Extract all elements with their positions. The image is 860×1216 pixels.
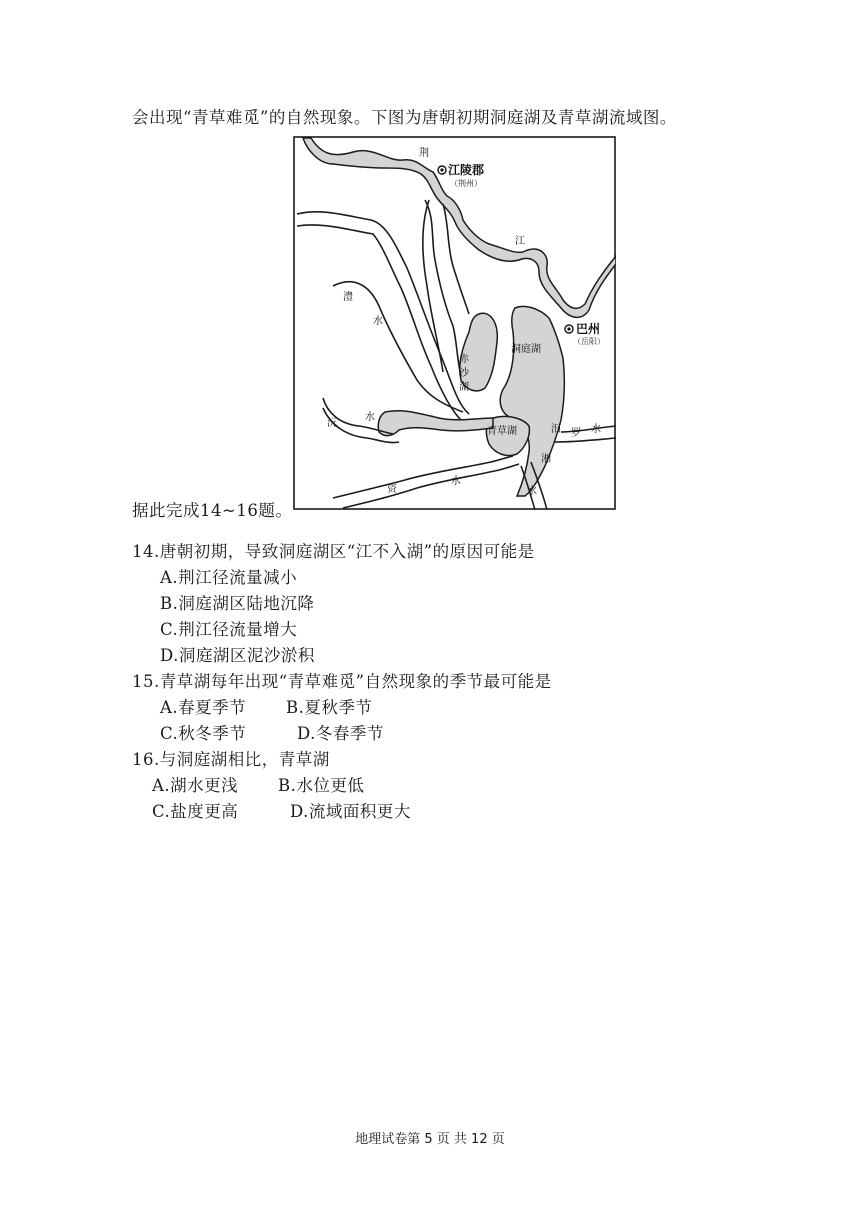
label-xiang-shui: 水 <box>527 486 537 497</box>
label-qingcaohu: 青草湖 <box>487 426 517 437</box>
map-figure <box>293 136 616 510</box>
question-15-option-d: D.冬春季节 <box>297 724 384 743</box>
label-jiangling-sub: （荆州） <box>450 179 482 188</box>
lead-text: 据此完成14~16题。 <box>132 501 293 520</box>
label-miluo-2: 罗 <box>571 428 581 439</box>
label-jiangling: 江陵郡 <box>448 163 485 177</box>
label-dongtinghu: 洞庭湖 <box>511 344 541 355</box>
label-miluo-3: 水 <box>591 424 601 435</box>
label-li-shui: 水 <box>373 316 383 327</box>
question-14-option-d: D.洞庭湖区泥沙淤积 <box>160 646 315 665</box>
question-15-stem: 15.青草湖每年出现“青草难觅”自然现象的季节最可能是 <box>132 672 552 691</box>
question-16-option-d: D.流域面积更大 <box>290 802 411 821</box>
label-chisha-1: 赤 <box>459 354 469 365</box>
label-bazhou: 巴州 <box>576 322 601 336</box>
question-14-option-a: A.荆江径流量减小 <box>160 568 298 587</box>
map-frame <box>294 137 615 509</box>
label-zi: 资 <box>387 484 397 495</box>
question-15-option-a: A.春夏季节 <box>160 698 247 717</box>
label-chisha-2: 沙 <box>459 368 469 379</box>
question-14-stem: 14.唐朝初期，导致洞庭湖区“江不入湖”的原因可能是 <box>132 542 535 561</box>
question-15-option-c: C.秋冬季节 <box>160 724 247 743</box>
question-16-option-a: A.湖水更浅 <box>152 776 239 795</box>
question-15-option-b: B.夏秋季节 <box>286 698 373 717</box>
label-yuan-shui: 水 <box>365 412 375 423</box>
question-16-option-b: B.水位更低 <box>278 776 365 795</box>
label-chisha-3: 湖 <box>459 382 469 393</box>
intro-text: 会出现“青草难觅”的自然现象。下图为唐朝初期洞庭湖及青草湖流域图。 <box>132 108 677 127</box>
dongting-basin-map <box>293 136 616 510</box>
label-xiang: 湘 <box>541 454 551 465</box>
question-14-option-c: C.荆江径流量增大 <box>160 620 298 639</box>
label-bazhou-sub: （岳阳） <box>573 337 605 346</box>
label-jing: 荆 <box>419 148 429 159</box>
label-zi-shui: 水 <box>451 476 461 487</box>
question-16-stem: 16.与洞庭湖相比，青草湖 <box>132 750 330 769</box>
question-16-option-c: C.盐度更高 <box>152 802 239 821</box>
label-li: 澧 <box>343 292 353 303</box>
label-miluo-1: 汨 <box>551 424 561 435</box>
question-14-option-b: B.洞庭湖区陆地沉降 <box>160 594 315 613</box>
label-jiang: 江 <box>515 236 525 247</box>
page-footer: 地理试卷第 5 页 共 12 页 <box>355 1132 505 1147</box>
label-yuan: 沅 <box>327 418 337 429</box>
